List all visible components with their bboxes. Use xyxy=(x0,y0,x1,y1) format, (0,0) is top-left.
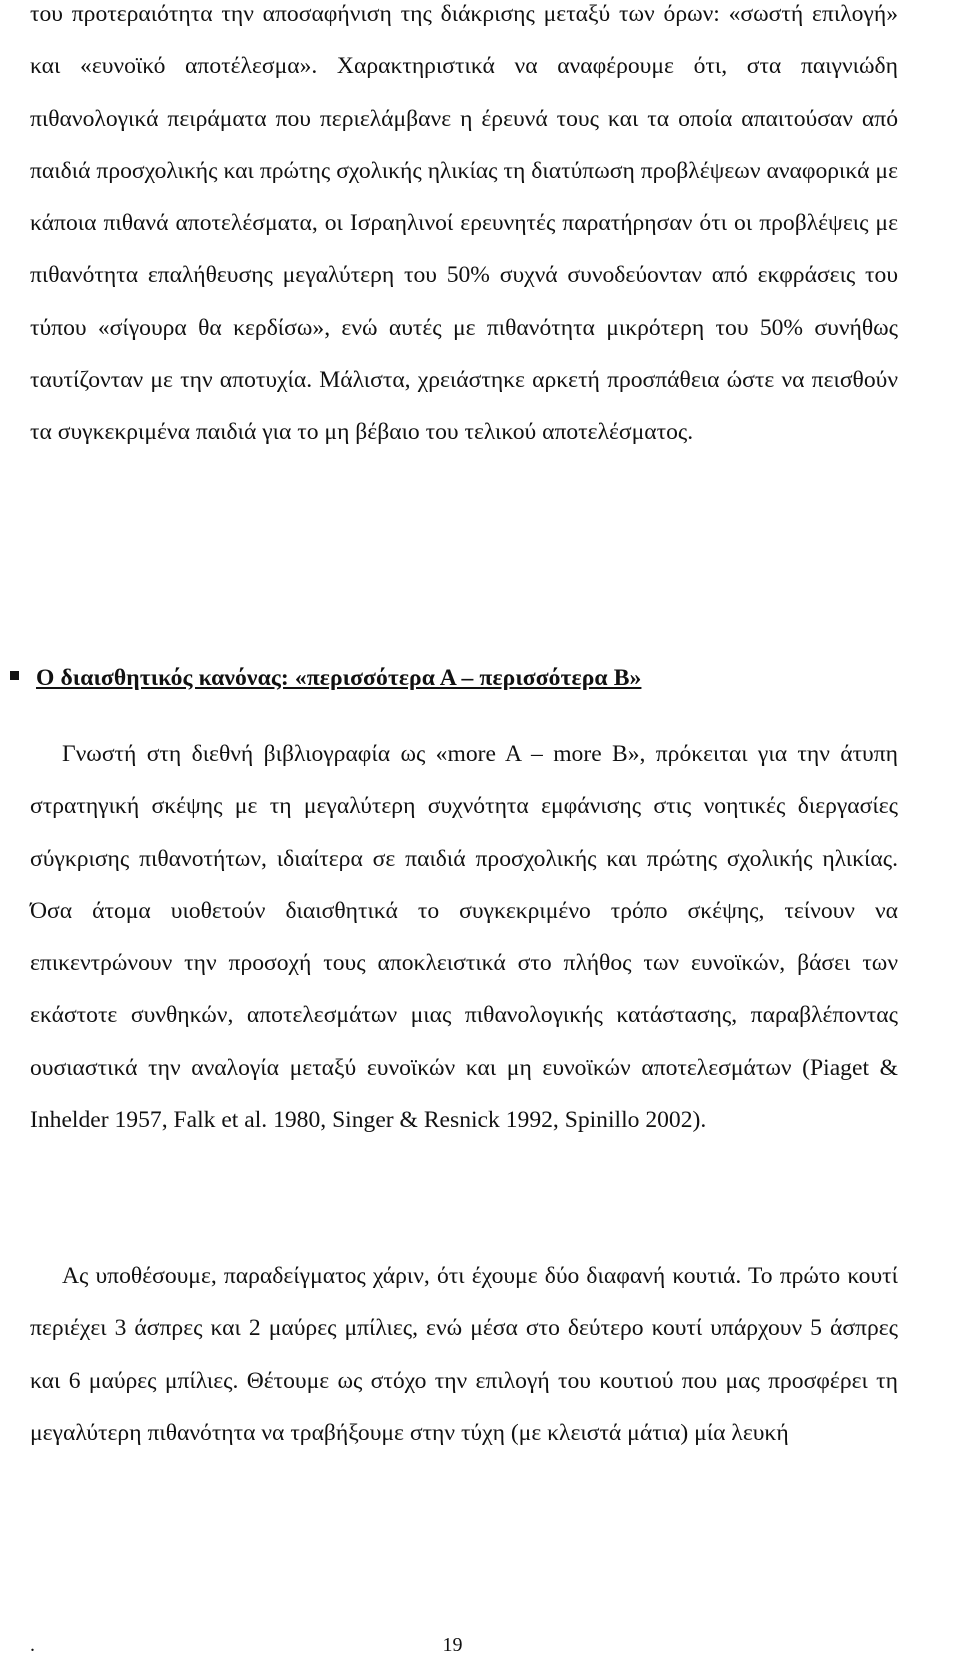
footer-dot: . xyxy=(30,1634,35,1656)
section-heading-text: Ο διαισθητικός κανόνας: «περισσότερα Α – περισσότερα Β» xyxy=(36,664,642,691)
paragraph-more-a-more-b: Γνωστή στη διεθνή βιβλιογραφία ως «more A – more B», πρόκειται για την άτυπη στρατηγική σκέψης με τη μεγαλύτερη συχνότητα εμφάνισης στις νοητικές διεργασίες σύγκρισης πιθανοτήτων, ιδιαίτερα σε παιδιά προσχολικής και πρώτης σχολικής ηλικίας. Όσα άτομα υιοθετούν διαισθητικά το συγκεκριμένο τρόπο σκέψης, τείνουν να επικεντρώνουν την προσοχή τους αποκλειστικά στο πλήθος των ευνοϊκών, βάσει των εκάστοτε συνθηκών, αποτελεσμάτων μιας πιθανολογικής κατάστασης, παραβλέποντας ουσιαστικά την αναλογία μεταξύ ευνοϊκών και μη ευνοϊκών αποτελεσμάτων (Piaget & Inhelder 1957, Falk et al. 1980, Singer & Resnick 1992, Spinillo 2002). xyxy=(30,741,898,1134)
paragraph-example: Ας υποθέσουμε, παραδείγματος χάριν, ότι έχουμε δύο διαφανή κουτιά. Το πρώτο κουτί περιέχει 3 άσπρες και 2 μαύρες μπίλιες, ενώ μέσα στο δεύτερο κουτί υπάρχουν 5 άσπρες και 6 μαύρες μπίλιες. Θέτουμε ως στόχο την επιλογή του κουτιού που μας προσφέρει τη μεγαλύτερη πιθανότητα να τραβήξουμε στην τύχη (με κλειστά μάτια) μία λευκή xyxy=(30,1263,898,1446)
section-heading xyxy=(8,656,908,700)
paragraph-intro: του προτεραιότητα την αποσαφήνιση της διάκρισης μεταξύ των όρων: «σωστή επιλογή» και «ευνοϊκό αποτέλεσμα». Χαρακτηριστικά να αναφέρουμε ότι, στα παιγνιώδη πιθανολογικά πειράματα που περιελάμβανε η έρευνά τους και τα οποία απαιτούσαν από παιδιά προσχολικής και πρώτης σχολικής ηλικίας τη διατύπωση προβλέψεων αναφορικά με κάποια πιθανά αποτελέσματα, οι Ισραηλινοί ερευνητές παρατήρησαν ότι οι προβλέψεις με πιθανότητα επαλήθευσης μεγαλύτερη του 50% συχνά συνοδεύονταν από εκφράσεις του τύπου «σίγουρα θα κερδίσω», ενώ αυτές με πιθανότητα μικρότερη του 50% συνήθως ταυτίζονταν με την αποτυχία. Μάλιστα, χρειάστηκε αρκετή προσπάθεια ώστε να πεισθούν τα συγκεκριμένα παιδιά για το μη βέβαιο του τελικού αποτελέσματος. xyxy=(30,1,898,446)
square-bullet-icon xyxy=(10,671,19,680)
page-number: 19 xyxy=(442,1634,463,1656)
